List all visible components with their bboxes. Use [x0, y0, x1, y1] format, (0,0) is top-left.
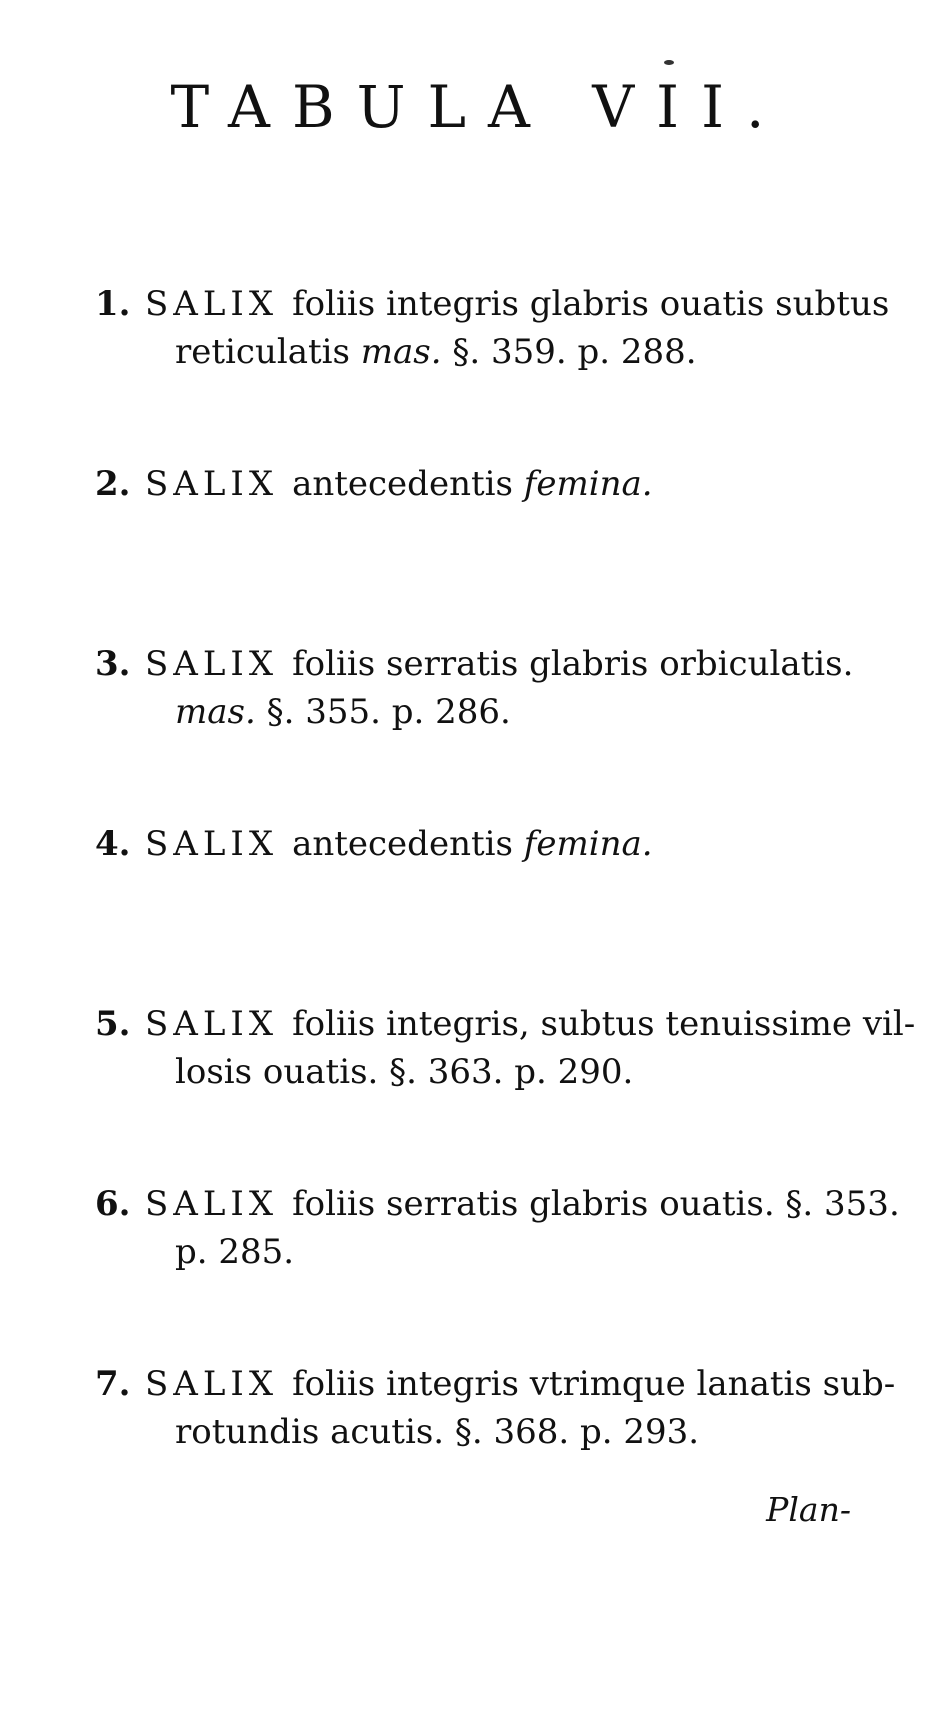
entry-description: foliis serratis glabris ouatis. §. 353.: [292, 1184, 900, 1224]
entry-number: 2.: [95, 464, 131, 504]
entry-genus: SALIX: [145, 1184, 279, 1224]
entry-sex-label: mas.: [175, 692, 256, 732]
entry-second-line: [175, 688, 855, 736]
list-item: [95, 1000, 916, 1180]
entry-body: [145, 1360, 896, 1456]
entry-description: foliis serratis glabris orbiculatis.: [292, 644, 854, 684]
plate-entry-list: [95, 280, 916, 1540]
entry-genus: SALIX: [145, 1364, 279, 1404]
entry-description: [292, 460, 653, 508]
entry-genus: SALIX: [145, 644, 279, 684]
entry-description: foliis integris vtrimque lanatis sub-: [292, 1364, 896, 1404]
entry-body: [145, 280, 890, 376]
entry-description: [292, 820, 653, 868]
entry-first-line: [145, 820, 855, 868]
plate-title: TABULA VII.: [170, 73, 787, 141]
entry-first-line: [145, 1180, 900, 1228]
entry-number: 6.: [95, 1184, 131, 1224]
list-item: [95, 460, 855, 640]
ink-mark: [664, 60, 674, 65]
entry-genus: SALIX: [145, 464, 279, 504]
entry-description: foliis integris glabris ouatis subtus: [292, 284, 890, 324]
entry-second-line: [175, 1228, 855, 1276]
entry-genus: SALIX: [145, 824, 279, 864]
entry-first-line: [145, 460, 855, 508]
entry-description-cont: reticulatis: [175, 332, 361, 372]
entry-number: 4.: [95, 824, 131, 864]
entry-number: 3.: [95, 644, 131, 684]
entry-description-text: antecedentis: [292, 464, 524, 504]
entry-genus: SALIX: [145, 1004, 279, 1044]
entry-description-text: antecedentis: [292, 824, 524, 864]
list-item: [95, 640, 855, 820]
entry-reference: §. 355. p. 286.: [255, 692, 511, 732]
entry-first-line: [145, 640, 855, 688]
catchword: Plan-: [766, 1490, 851, 1529]
entry-body: [145, 460, 855, 508]
entry-second-line: [175, 1408, 855, 1456]
entry-first-line: [145, 280, 890, 328]
entry-body: [145, 1000, 916, 1096]
entry-genus: SALIX: [145, 284, 279, 324]
entry-reference: p. 285.: [175, 1232, 295, 1272]
list-item: [95, 280, 890, 460]
list-item: [95, 1180, 900, 1360]
entry-number: 1.: [95, 284, 131, 324]
entry-number: 7.: [95, 1364, 131, 1404]
entry-first-line: [145, 1000, 916, 1048]
entry-second-line: [175, 1048, 855, 1096]
entry-sex-label: femina.: [523, 464, 653, 504]
entry-sex-label: femina.: [523, 824, 653, 864]
entry-description-cont: rotundis acutis. §. 368. p. 293.: [175, 1412, 700, 1452]
entry-number: 5.: [95, 1004, 131, 1044]
entry-reference: §. 359. p. 288.: [441, 332, 697, 372]
list-item: [95, 1360, 896, 1540]
entry-first-line: [145, 1360, 896, 1408]
entry-description-cont: losis ouatis. §. 363. p. 290.: [175, 1052, 634, 1092]
entry-description: foliis integris, subtus tenuissime vil-: [292, 1004, 916, 1044]
entry-sex-label: mas.: [360, 332, 442, 372]
entry-body: [145, 1180, 900, 1276]
entry-body: [145, 640, 855, 736]
entry-second-line: [175, 328, 855, 376]
list-item: [95, 820, 855, 1000]
entry-body: [145, 820, 855, 868]
